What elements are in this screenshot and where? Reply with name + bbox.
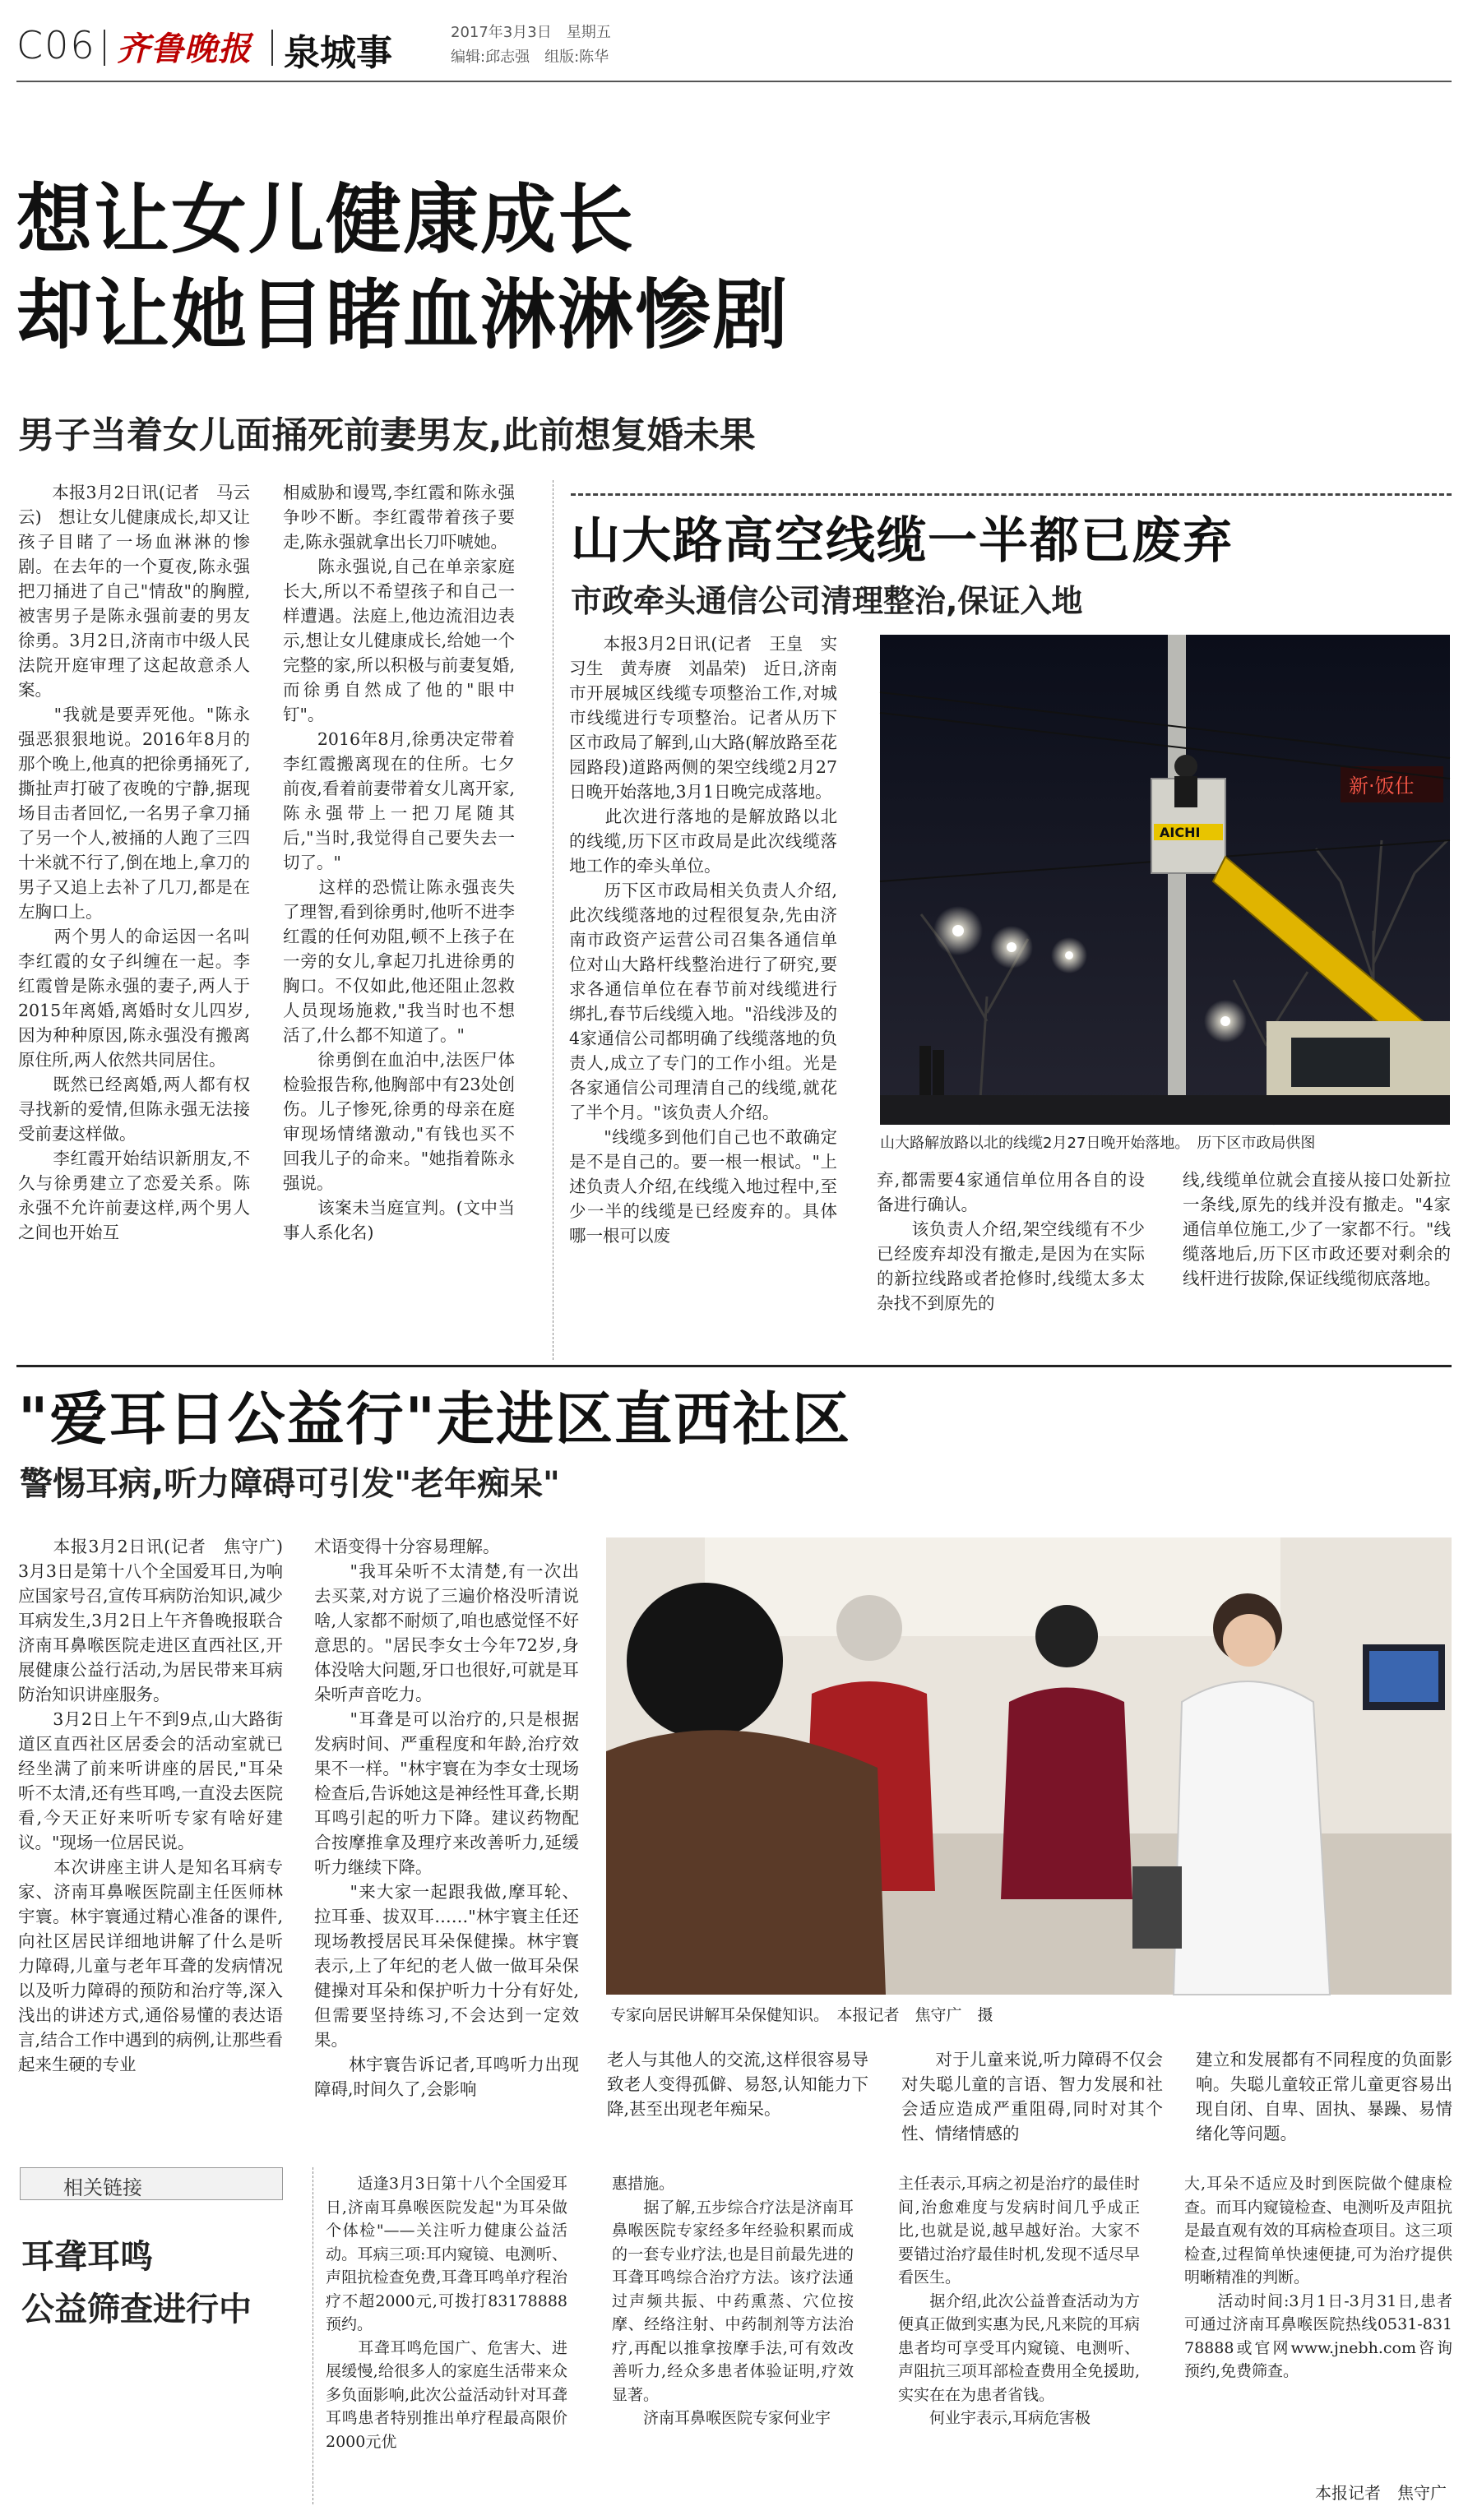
pedestrian (933, 1050, 944, 1098)
monitor-screen (1369, 1651, 1438, 1702)
article1-body-col2: 相威胁和谩骂,李红霞和陈永强争吵不断。李红霞带着孩子要走,陈永强就拿出长刀吓唬她。 陈永强说,自己在单亲家庭长大,所以不希望孩子和自己一样遭遇。法庭上,他边流泪边表示,想让女儿健康成长,给她一个完整的家,所以积极与前妻复婚,而徐勇自然成了他的"眼中钉"。 2016年8月,徐勇决定带着李红霞搬离现在的住所。七夕前夜,看着前妻带着女儿离开家,陈永强带上一把刀尾随其后,"当时,我觉得自己要失去一切了。" 这样的恐慌让陈永强丧失了理智,看到徐勇时,他听不进李红霞的任何劝阻,顿不上孩子在一旁的女儿,拿起刀扎进徐勇的胸口。不仅如此,他还阻止忽救人员现场施救,"我当时也不想活了,什么都不知道了。" 徐勇倒在血泊中,法医尸体检验报告称,他胸部中有23处创伤。儿子惨死,徐勇的母亲在庭审现场情绪激动,"有钱也买不回我儿子的命来。"她指着陈永强说。 该案未当庭宣判。(文中当事人系化名) (283, 483, 515, 1242)
article3-subheadline: 警惕耳病,听力障碍可引发"老年痴呆" (20, 1465, 560, 1503)
article3-byline: 本报记者 焦守广 (1315, 2483, 1447, 2503)
sidebar-body-col4: 大,耳朵不适应及时到医院做个健康检查。而耳内窥镜检查、电测听及声阻抗是最直观有效的耳病检查项目。这三项检查,过程简单快速便捷,可为治疗提供明晰精准的判断。 活动时间:3月1日-3月31日,患者可通过济南耳鼻喉医院热线0531-83178888或官网www.jnebh.com咨询预约,免费筛查。 (1184, 2175, 1452, 2380)
street-lamp (1007, 942, 1016, 952)
ear-photo-caption: 专家向居民讲解耳朵保健知识。 本报记者 焦守广 摄 (610, 2006, 993, 2024)
article2-body-col3: 线,线缆单位就会直接从接口处新拉一条线,原先的线并没有撤走。"4家通信单位施工,少了一家都不行。"线缆落地后,历下区市政还要对剩余的线杆进行拔除,保证线缆彻底落地。 (1183, 1170, 1451, 1288)
related-link-label: 相关链接 (63, 2176, 142, 2199)
article1-headline-line2: 却让她目睹血淋淋惨剧 (16, 271, 790, 359)
night-street-scene (880, 635, 1450, 1125)
foreground-coat (606, 1730, 886, 1995)
chair (1132, 1866, 1182, 1949)
article3-body-col1: 本报3月2日讯(记者 焦守广) 3月3日是第十八个全国爱耳日,为响应国家号召,宣传耳病防治知识,减少耳病发生,3月2日上午齐鲁晚报联合济南耳鼻喉医院走进区直西社区,开展健康公益行活动,为居民带来耳病防治知识讲座服务。 3月2日上午不到9点,山大路街道区直西社区居委会的活动室就已经坐满了前来听讲座的居民,"耳朵听不太清,还有些耳鸣,一直没去医院看,今天正好来听听专家有啥好建议。"现场一位居民说。 本次讲座主讲人是知名耳病专家、济南耳鼻喉医院副主任医师林宇寰。林宇寰通过精心准备的课件,向社区居民详细地讲解了什么是听力障碍,儿童与老年耳聋的发病情况以及听力障碍的预防和治疗等,深入浅出的讲述方式,通俗易懂的表达语言,结合工作中遇到的病例,让那些看起来生硬的专业 (18, 1537, 283, 2074)
related-link-box (20, 2167, 283, 2200)
article2-subheadline: 市政牵头通信公司清理整治,保证入地 (571, 583, 1083, 619)
article1-subheadline: 男子当着女儿面捅死前妻男友,此前想复婚未果 (18, 414, 756, 456)
article2-top-rule (571, 493, 1452, 496)
cable-work-photo (880, 635, 1450, 1125)
editor-credits: 编辑:邱志强 组版:陈华 (451, 49, 609, 66)
article3-bottom-col1: 老人与其他人的交流,这样很容易导致老人变得孤僻、易怒,认知能力下降,甚至出现老年痴呆。 (607, 2050, 868, 2119)
sidebar-title-line2: 公益筛查进行中 (21, 2291, 252, 2328)
cable-photo-caption: 山大路解放路以北的线缆2月27日晚开始落地。 历下区市政局供图 (880, 1135, 1316, 1152)
article3-bottom-col2: 对于儿童来说,听力障碍不仅会对失聪儿童的言语、智力发展和社会适应造成严重阻碍,同时对其个性、情绪情感的 (901, 2050, 1163, 2143)
elderly-resident-head (836, 1595, 902, 1661)
utility-pole (1168, 635, 1186, 1125)
shop-sign: 新·饭仕 (1349, 774, 1415, 798)
worker-head (1174, 755, 1197, 778)
truck-brand-label: AICHI (1160, 825, 1201, 840)
newspaper-logo: 齐鲁晚报 (117, 30, 252, 68)
article2-body-col2: 弃,都需要4家通信单位用各自的设备进行确认。 该负责人介绍,架空线缆有不少已经废弃却没有撤走,是因为在实际的新拉线路或者抢修时,线缆太多太杂找不到原先的 (877, 1170, 1145, 1313)
article3-headline: "爱耳日公益行"走进区直西社区 (18, 1385, 851, 1453)
article1-body-col1: 本报3月2日讯(记者 马云云) 想让女儿健康成长,却又让孩子目睹了一场血淋淋的惨剧。在去年的一个夏夜,陈永强把刀捅进了自己"情敌"的胸膛,被害男子是陈永强前妻的男友徐勇。3月2日,济南市中级人民法院开庭审理了这起故意杀人案。 "我就是要弄死他。"陈永强恶狠狠地说。2016年8月的那个晚上,他真的把徐勇捅死了,撕扯声打破了夜晚的宁静,据现场目击者回忆,一名男子拿刀捅了另一个人,被捅的人跑了三四十米就不行了,倒在地上,拿刀的男子又追上去补了几刀,都是在左胸口上。 两个男人的命运因一名叫李红霞的女子纠缠在一起。李红霞曾是陈永强的妻子,两人于2015年离婚,离婚时女儿四岁,因为种种原因,陈永强没有搬离原住所,两人依然共同居住。 既然已经离婚,两人都有权寻找新的爱情,但陈永强无法接受前妻这样做。 李红霞开始结识新朋友,不久与徐勇建立了恋爱关系。陈永强不允许前妻这样,两个男人之间也开始互 (18, 483, 250, 1242)
article2-body-col1: 本报3月2日讯(记者 王皇 实习生 黄寿赓 刘晶荣) 近日,济南市开展城区线缆专项整治工作,对城市线缆进行专项整治。记者从历下区市政局了解到,山大路(解放路至花园路段)道路两侧的架空线缆2月27日晚开始落地,3月1日晚完成落地。 此次进行落地的是解放路以北的线缆,历下区市政局是此次线缆落地工作的牵头单位。 历下区市政局相关负责人介绍,此次线缆落地的过程很复杂,先由济南市政资产运营公司召集各通信单位对山大路杆线整治进行了研究,要求各通信单位在春节前对线缆进行绑扎,春节后线缆入地。"沿线涉及的4家通信公司都明确了线缆落地的负责人,成立了专门的工作小组。光是各家通信公司理清自己的线缆,就花了半个月。"该负责人介绍。 "线缆多到他们自己也不敢确定是不是自己的。要一根一根试。"上述负责人介绍,在线缆入地过程中,至少一半的线缆是已经废弃的。具体哪一根可以废 (569, 634, 837, 1246)
street-lamp (952, 925, 964, 936)
sidebar-body-col3: 主任表示,耳病之初是治疗的最佳时间,治愈难度与发病时间几乎成正比,也就是说,越早越好治。大家不要错过治疗最佳时机,发现不适尽早看医生。 据介绍,此次公益普查活动为方便真正做到实惠为民,凡来院的耳病患者均可享受耳内窥镜、电测听、声阻抗三项耳部检查费用全免援助,实实在在为患者省钱。 何业宇表示,耳病危害极 (898, 2175, 1140, 2427)
sidebar-body-col2: 惠措施。 据了解,五步综合疗法是济南耳鼻喉医院专家经多年经验积累而成的一套专业疗法,也是目前最先进的耳聋耳鸣综合治疗方法。该疗法通过声频共振、中药熏蒸、穴位按摩、经络注射、中药制剂等方法治疗,再配以推拿按摩手法,可有效改善听力,经众多患者体验证明,疗效显著。 济南耳鼻喉医院专家何业宇 (612, 2175, 854, 2427)
doctor-face (1223, 1614, 1276, 1667)
header-rule (16, 81, 1452, 82)
resident-head (1035, 1605, 1098, 1667)
sidebar-title-line1: 耳聋耳鸣 (21, 2238, 153, 2276)
doctor-white-coat (1174, 1681, 1330, 1995)
header-separator (271, 30, 273, 66)
pedestrian (919, 1046, 931, 1095)
road (880, 1095, 1450, 1125)
worker-body (1174, 776, 1197, 807)
street-lamp (1065, 951, 1073, 959)
street-lamp (1220, 1016, 1230, 1026)
resident-red-coat (1001, 1688, 1132, 1900)
page-number: C06 (16, 23, 96, 67)
community-room-scene (606, 1537, 1452, 1995)
issue-date: 2017年3月3日 星期五 (451, 24, 611, 41)
article3-body-col2: 术语变得十分容易理解。 "我耳朵听不太清楚,有一次出去买菜,对方说了三遍价格没听清说啥,人家都不耐烦了,咱也感觉怪不好意思的。"居民李女士今年72岁,身体没啥大问题,牙口也很好,可就是耳朵听声音吃力。 "耳聋是可以治疗的,只是根据发病时间、严重程度和年龄,治疗效果不一样。"林宇寰在为李女士现场检查后,告诉她这是神经性耳聋,长期耳鸣引起的听力下降。建议药物配合按摩推拿及理疗来改善听力,延缓听力继续下降。 "来大家一起跟我做,摩耳轮、拉耳垂、拔双耳……"林宇寰主任还现场教授居民耳朵保健操。林宇寰表示,上了年纪的老人做一做耳朵保健操对耳朵和保护听力十分有好处,但需要坚持练习,不会达到一定效果。 林宇寰告诉记者,耳鸣听力出现障碍,时间久了,会影响 (314, 1537, 579, 2099)
ear-clinic-photo (606, 1537, 1452, 1995)
section-title: 泉城事 (284, 32, 392, 74)
header-separator (104, 30, 105, 66)
truck-window (1291, 1038, 1390, 1087)
article2-headline: 山大路高空线缆一半都已废弃 (571, 512, 1234, 570)
article3-bottom-col3: 建立和发展都有不同程度的负面影响。失聪儿童较正常儿童更容易出现自闭、自卑、固执、暴躁、易情绪化等问题。 (1196, 2050, 1452, 2143)
projection-screen (705, 1537, 1280, 1636)
article3-top-rule (16, 1365, 1452, 1367)
sidebar-body-col1: 适逢3月3日第十八个全国爱耳日,济南耳鼻喉医院发起"为耳朵做个体检"——关注听力健康公益活动。耳病三项:耳内窥镜、电测听、声阻抗检查免费,耳聋耳鸣单疗程治疗不超2000元,可拨打83178888预约。 耳聋耳鸣危国广、危害大、进展缓慢,给很多人的家庭生活带来众多负面影响,此次公益活动针对耳聋耳鸣患者特别推出单疗程最高限价2000元优 (326, 2175, 567, 2451)
article1-headline-line1: 想让女儿健康成长 (16, 176, 636, 264)
foreground-hair (627, 1583, 783, 1739)
